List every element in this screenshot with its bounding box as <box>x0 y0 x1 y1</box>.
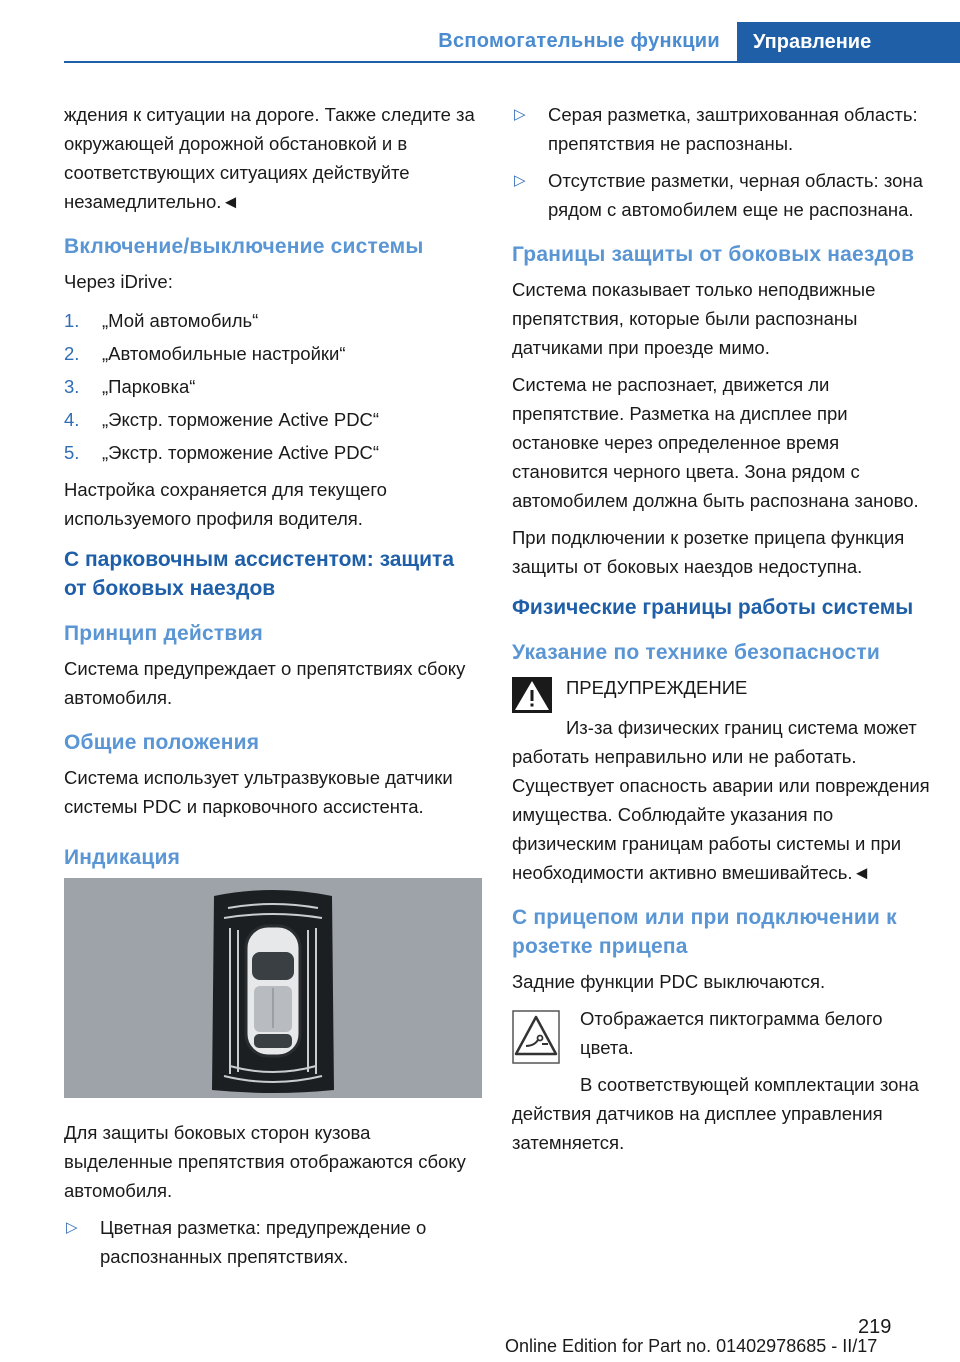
heading-indication: Индикация <box>64 846 181 869</box>
step-text: „Мой автомобиль“ <box>102 310 259 331</box>
step-number: 1. <box>64 310 80 331</box>
right-bullet-list <box>512 100 932 224</box>
car-top-view-illustration <box>64 878 482 1098</box>
bullet-text: Серая разметка, заштрихованная область: препятствия не распознаны. <box>548 104 918 154</box>
step-number: 2. <box>64 343 80 364</box>
warning-block <box>512 673 932 713</box>
heading-switch-system: Включение/выключение системы <box>64 235 424 258</box>
side-protection-display-figure <box>64 878 482 1098</box>
general-text: Система использует ультразвуковые датчики системы PDC и парковочного ассистента. <box>64 767 453 817</box>
heading-physical-limits: Физические границы работы системы <box>512 596 914 619</box>
warning-text: Из-за физических границ система может работать неправильно или не работать. Существует опасность аварии или повреждения имущества. Соблюдайте указания по физическим границам работы системы и при необходимости активно вмешивайтесь.◄ <box>512 717 930 883</box>
heading-general: Общие положения <box>64 731 260 754</box>
left-column <box>64 100 482 1279</box>
trailer-warning-icon <box>512 1010 560 1064</box>
step-item <box>64 370 482 403</box>
heading-trailer: С прицепом или при подключении к розетке прицепа <box>512 906 897 958</box>
triangle-right-icon: ▷ <box>66 1219 78 1236</box>
list-item <box>512 100 932 158</box>
steps-list <box>64 304 482 469</box>
list-item <box>64 1213 482 1271</box>
triangle-right-icon: ▷ <box>514 172 526 189</box>
principle-text: Система предупреждает о препятствиях сбоку автомобиля. <box>64 658 466 708</box>
list-item <box>512 166 932 224</box>
trailer-paragraph-1: Задние функции PDC выключаются. <box>512 971 826 992</box>
limits-paragraph-2: Система не распознает, движется ли препятствие. Разметка на дисплее при остановке через определенное время становится черного цвета. Зона рядом с автомобилем должна быть распознана заново. <box>512 374 919 511</box>
page-number: 219 <box>858 1316 892 1338</box>
edition-line: Online Edition for Part no. 01402978685 - II/17 <box>505 1336 878 1356</box>
heading-limits: Границы защиты от боковых наездов <box>512 243 915 266</box>
warning-triangle-icon <box>512 677 552 713</box>
step-item <box>64 436 482 469</box>
header-rule <box>64 61 960 63</box>
step-item <box>64 403 482 436</box>
step-number: 4. <box>64 409 80 430</box>
step-item <box>64 337 482 370</box>
left-bullet-list <box>64 1213 482 1271</box>
page-header <box>0 0 960 62</box>
heading-principle: Принцип действия <box>64 622 264 645</box>
header-chapter-tab: Управление <box>737 22 960 62</box>
trailer-icon-block <box>512 1004 932 1157</box>
header-section-title: Вспомогательные функции <box>438 30 720 52</box>
limits-paragraph-3: При подключении к розетке прицепа функция защиты от боковых наездов недоступна. <box>512 527 905 577</box>
right-column <box>512 100 932 1165</box>
bullet-text: Цветная разметка: предупреждение о распознанных препятствиях. <box>100 1217 427 1267</box>
figure-caption: Для защиты боковых сторон кузова выделенные препятствия отображаются сбоку автомобиля. <box>64 1122 466 1201</box>
triangle-right-icon: ▷ <box>514 106 526 123</box>
step-text: „Автомобильные настройки“ <box>102 343 346 364</box>
step-item <box>64 304 482 337</box>
heading-safety: Указание по технике безопасности <box>512 641 880 664</box>
step-text: „Парковка“ <box>102 376 196 397</box>
heading-side-protection: С парковочным ассистентом: защита от боковых наездов <box>64 548 454 600</box>
limits-paragraph-1: Система показывает только неподвижные препятствия, которые были распознаны датчиками при проезде мимо. <box>512 279 876 358</box>
setting-saved-text: Настройка сохраняется для текущего используемого профиля водителя. <box>64 479 387 529</box>
step-number: 5. <box>64 442 80 463</box>
warning-title: ПРЕДУПРЕЖДЕНИЕ <box>566 677 748 698</box>
via-idrive-text: Через iDrive: <box>64 271 173 292</box>
trailer-paragraph-2: Отображается пиктограмма белого цвета. <box>580 1008 883 1058</box>
intro-paragraph: ждения к ситуации на дороге. Также следите за окружающей дорожной обстановкой и в соответствующих ситуациях действуйте незамедлительно.◄ <box>64 104 475 212</box>
step-text: „Экстр. торможение Active PDC“ <box>102 442 380 463</box>
step-number: 3. <box>64 376 80 397</box>
trailer-paragraph-3: В соответствующей комплектации зона действия датчиков на дисплее управления затемняется. <box>512 1074 919 1153</box>
step-text: „Экстр. торможение Active PDC“ <box>102 409 380 430</box>
bullet-text: Отсутствие разметки, черная область: зона рядом с автомобилем еще не распознана. <box>548 170 923 220</box>
